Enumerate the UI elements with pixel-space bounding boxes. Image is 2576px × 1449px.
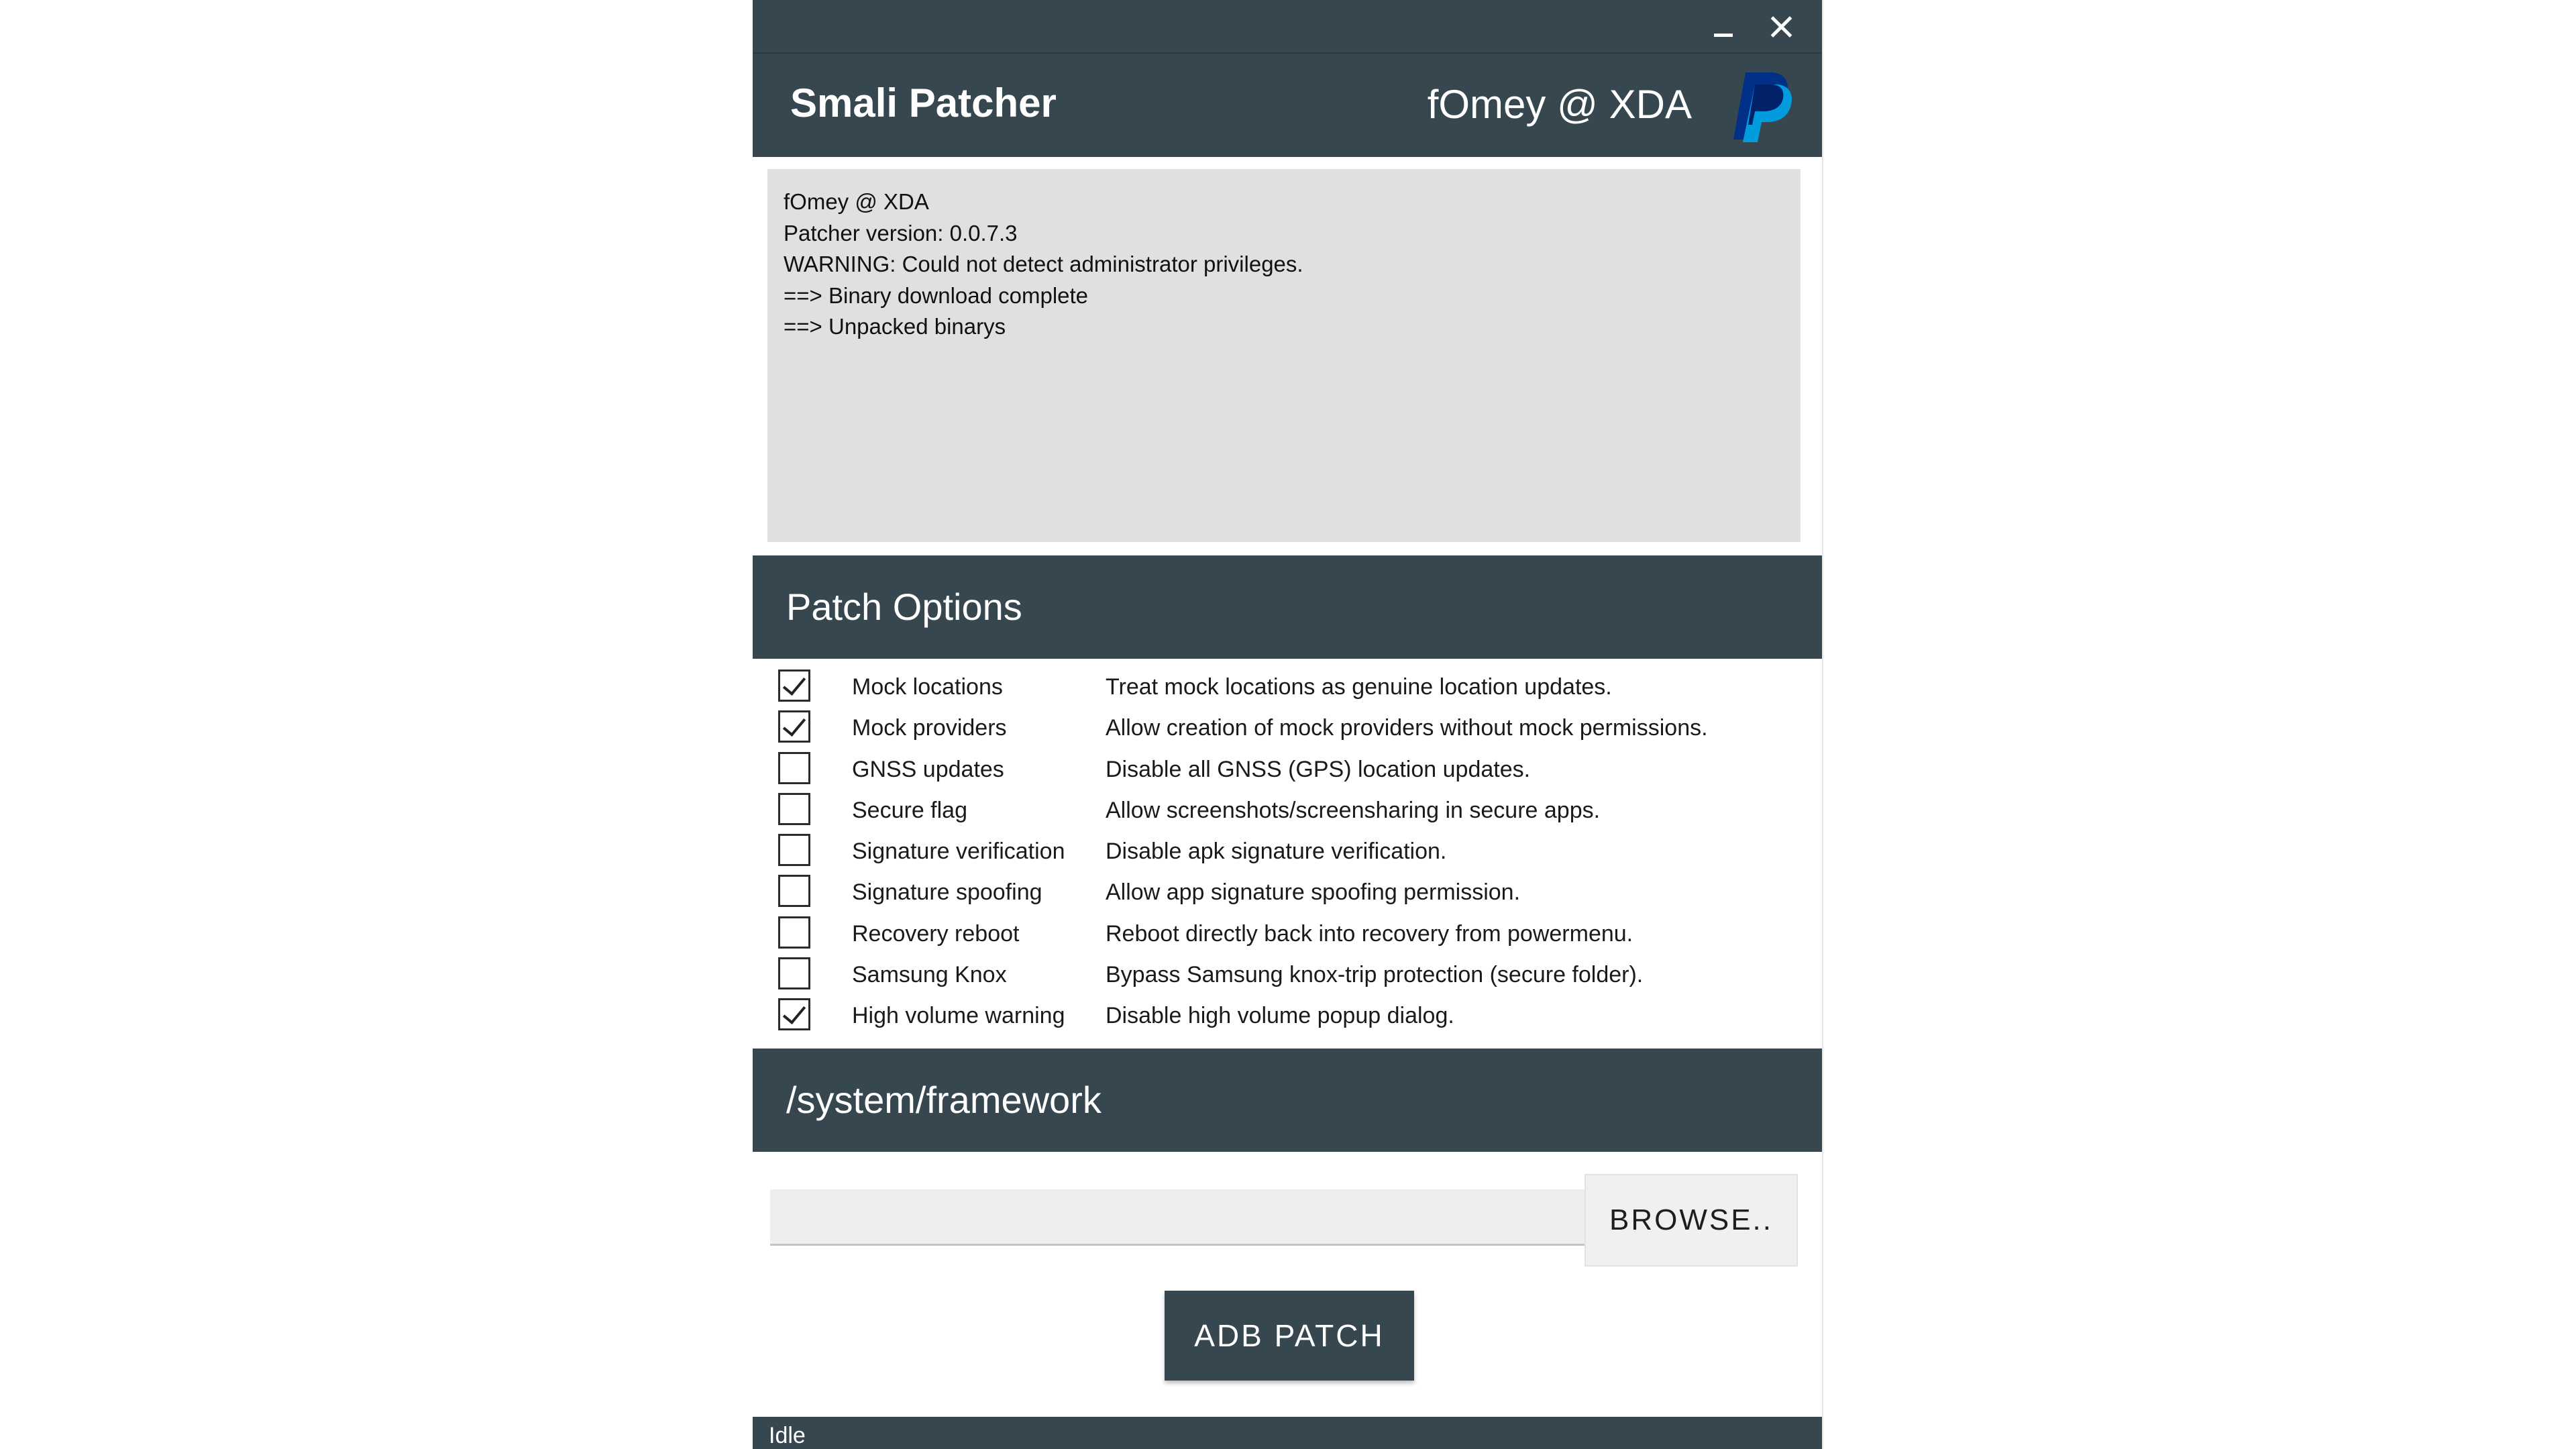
option-description: Disable all GNSS (GPS) location updates. [1106, 756, 1531, 782]
option-description: Disable high volume popup dialog. [1106, 1003, 1454, 1029]
framework-path-title: /system/framework [786, 1079, 1102, 1121]
title-bar[interactable] [753, 0, 1823, 52]
option-row-mock-locations [753, 663, 1823, 704]
patch-options-list [753, 663, 1823, 1033]
option-name: Recovery reboot [852, 920, 1020, 947]
log-line: Patcher version: 0.0.7.3 [784, 220, 1018, 246]
author-label: fOmey @ XDA [1427, 82, 1692, 127]
option-description: Allow app signature spoofing permission. [1106, 879, 1521, 906]
option-row-samsung-knox [753, 951, 1823, 991]
patch-options-header [753, 555, 1823, 659]
mock-providers-checkbox[interactable] [778, 710, 810, 743]
option-description: Reboot directly back into recovery from powermenu. [1106, 920, 1633, 947]
option-row-secure-flag [753, 786, 1823, 827]
close-button[interactable] [1758, 4, 1805, 48]
log-line: ==> Binary download complete [784, 282, 1089, 308]
mock-locations-checkbox[interactable] [778, 669, 810, 702]
browse-button[interactable]: BROWSE.. [1585, 1174, 1798, 1267]
framework-path-input[interactable] [770, 1189, 1646, 1246]
option-row-high-volume-warning [753, 991, 1823, 1032]
option-row-signature-spoofing [753, 868, 1823, 909]
option-name: Signature spoofing [852, 879, 1042, 906]
app-header [753, 52, 1823, 157]
checkmark-icon [783, 712, 806, 737]
framework-header [753, 1049, 1823, 1152]
signature-verification-checkbox[interactable] [778, 834, 810, 866]
app-title: Smali Patcher [790, 80, 1057, 125]
option-description: Treat mock locations as genuine location updates. [1106, 674, 1612, 700]
status-text: Idle [769, 1423, 806, 1448]
patch-options-title: Patch Options [786, 586, 1022, 628]
minimize-icon [1714, 34, 1733, 37]
option-name: Samsung Knox [852, 962, 1007, 988]
option-name: High volume warning [852, 1003, 1065, 1029]
option-name: Mock providers [852, 715, 1007, 741]
checkmark-icon [783, 1000, 806, 1024]
paypal-icon[interactable] [1719, 67, 1794, 146]
option-description: Bypass Samsung knox-trip protection (secure folder). [1106, 962, 1644, 988]
log-line: ==> Unpacked binarys [784, 314, 1006, 339]
log-output [767, 169, 1801, 542]
checkmark-icon [783, 672, 806, 696]
adb-patch-button[interactable]: ADB PATCH [1165, 1291, 1414, 1381]
smali-patcher-window [753, 0, 1823, 1449]
log-line: fOmey @ XDA [784, 189, 929, 214]
samsung-knox-checkbox[interactable] [778, 957, 810, 989]
option-name: Signature verification [852, 839, 1065, 865]
gnss-updates-checkbox[interactable] [778, 752, 810, 784]
option-name: Mock locations [852, 674, 1003, 700]
option-description: Allow creation of mock providers without mock permissions. [1106, 715, 1708, 741]
signature-spoofing-checkbox[interactable] [778, 875, 810, 907]
option-description: Disable apk signature verification. [1106, 839, 1447, 865]
secure-flag-checkbox[interactable] [778, 793, 810, 825]
option-row-recovery-reboot [753, 910, 1823, 951]
option-description: Allow screenshots/screensharing in secure apps. [1106, 797, 1601, 823]
log-line: WARNING: Could not detect administrator privileges. [784, 252, 1303, 276]
option-row-signature-verification [753, 827, 1823, 868]
status-bar [753, 1417, 1823, 1449]
option-name: Secure flag [852, 797, 967, 823]
high-volume-warning-checkbox[interactable] [778, 998, 810, 1030]
minimize-button[interactable] [1700, 4, 1747, 48]
option-row-mock-providers [753, 704, 1823, 745]
option-name: GNSS updates [852, 756, 1004, 782]
option-row-gnss-updates [753, 745, 1823, 786]
recovery-reboot-checkbox[interactable] [778, 916, 810, 949]
